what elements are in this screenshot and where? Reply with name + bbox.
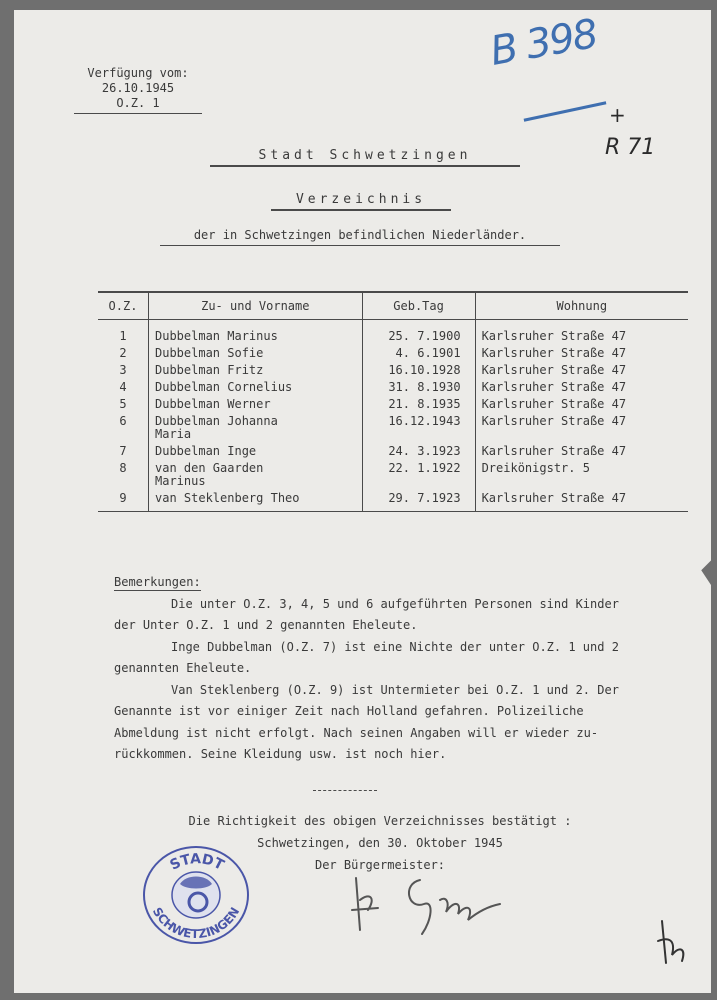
- cell-name-text: Dubbelman Inge: [155, 444, 257, 458]
- remarks-text: Abmeldung ist nicht erfolgt. Nach seinen Angaben will er wieder zu-: [114, 725, 599, 740]
- remarks-text: Die unter O.Z. 3, 4, 5 und 6 aufgeführten Personen sind Kinder: [171, 596, 619, 611]
- cell-nr: 2: [119, 346, 127, 360]
- table-row: [98, 345, 688, 362]
- cell-nr: 1: [119, 329, 127, 343]
- signature-initial-stroke: [352, 878, 378, 930]
- certification-signatory: Der Bürgermeister:: [314, 858, 446, 872]
- document-description: der in Schwetzingen befindlichen Niederländer.: [160, 228, 560, 246]
- cell-address: Karlsruher Straße 47: [475, 379, 688, 396]
- cell-nr: 4: [119, 380, 127, 394]
- cell-nr: 7: [119, 444, 127, 458]
- signature-name-stroke: [409, 880, 500, 934]
- cell-name: [149, 396, 363, 413]
- cell-address: Karlsruher Straße 47: [475, 362, 688, 379]
- table-row: [98, 490, 688, 512]
- cell-address: Dreikönigstr. 5: [475, 460, 688, 490]
- cell-name-text: van Steklenberg Theo: [155, 491, 300, 505]
- document-subtitle: Verzeichnis: [271, 192, 451, 211]
- cell-address: Karlsruher Straße 47: [475, 320, 688, 346]
- table-row: [98, 413, 688, 443]
- cell-birthdate: 25. 7.1900: [362, 320, 475, 346]
- cell-birthdate: 31. 8.1930: [362, 379, 475, 396]
- cell-name: [149, 362, 363, 379]
- cell-birthdate: 22. 1.1922: [362, 460, 475, 490]
- order-reference-date: 26.10.1945: [101, 81, 175, 95]
- table-row: [98, 396, 688, 413]
- column-header-address: Wohnung: [475, 292, 688, 320]
- cell-name: [149, 413, 363, 443]
- cell-name-text: Dubbelman Werner: [155, 397, 271, 411]
- cell-birthdate: 29. 7.1923: [362, 490, 475, 512]
- cell-birthdate: 4. 6.1901: [362, 345, 475, 362]
- cell-name-text: van den Gaarden: [155, 461, 264, 475]
- cell-name-text: Dubbelman Fritz: [155, 363, 264, 377]
- archive-number-handwritten: B 398: [486, 11, 600, 75]
- cell-name: [149, 460, 363, 490]
- remarks-heading: Bemerkungen:: [114, 575, 201, 589]
- cell-nr: 6: [119, 414, 127, 428]
- stamp-top-text: STADT: [167, 851, 227, 874]
- remarks-text: genannten Eheleute.: [114, 661, 252, 675]
- cell-birthdate: 21. 8.1935: [362, 396, 475, 413]
- remarks-text: Inge Dubbelman (O.Z. 7) ist eine Nichte der unter O.Z. 1 und 2: [171, 639, 619, 654]
- separator-line: [313, 790, 377, 791]
- certification-text: Die Richtigkeit des obigen Verzeichnisses bestätigt :: [188, 814, 572, 828]
- remarks-text: rückkommen. Seine Kleidung usw. ist noch hier.: [114, 747, 447, 761]
- order-reference: [74, 66, 202, 114]
- remarks-text: Genannte ist vor einiger Zeit nach Holland gefahren. Polizeiliche: [114, 704, 584, 718]
- cell-address: Karlsruher Straße 47: [475, 490, 688, 512]
- remarks-section: [114, 572, 694, 766]
- column-header-birthdate: Geb.Tag: [362, 292, 475, 320]
- certification-place-date: Schwetzingen, den 30. Oktober 1945: [257, 836, 503, 850]
- cell-name-text: Dubbelman Sofie: [155, 346, 264, 360]
- persons-table: [98, 291, 688, 512]
- table-row: [98, 320, 688, 346]
- cell-birthdate: 24. 3.1923: [362, 443, 475, 460]
- handwritten-initial-stroke: [658, 921, 683, 963]
- handwritten-reference: R 71: [605, 135, 656, 160]
- cell-name: [149, 443, 363, 460]
- handwritten-plus: +: [609, 103, 626, 127]
- cell-address: Karlsruher Straße 47: [475, 396, 688, 413]
- mayor-signature: [350, 870, 540, 940]
- cell-name: [149, 345, 363, 362]
- cell-address: Karlsruher Straße 47: [475, 443, 688, 460]
- order-reference-line1: Verfügung vom:: [87, 66, 189, 80]
- table-header-row: [98, 292, 688, 320]
- cell-name-second-line: Maria: [155, 427, 192, 441]
- table-row: [98, 443, 688, 460]
- cell-nr: 8: [119, 461, 127, 475]
- column-header-name: Zu- und Vorname: [149, 292, 363, 320]
- cell-address: Karlsruher Straße 47: [475, 345, 688, 362]
- column-header-nr: O.Z.: [98, 292, 149, 320]
- cell-birthdate: 16.10.1928: [362, 362, 475, 379]
- table-row: [98, 379, 688, 396]
- cell-name: [149, 320, 363, 346]
- document-title: Stadt Schwetzingen: [210, 148, 520, 167]
- cell-nr: 3: [119, 363, 127, 377]
- city-seal-stamp: [136, 840, 256, 950]
- table-row: [98, 460, 688, 490]
- remarks-text: Van Steklenberg (O.Z. 9) ist Untermieter bei O.Z. 1 und 2. Der: [171, 682, 619, 697]
- cell-address: Karlsruher Straße 47: [475, 413, 688, 443]
- cell-name: [149, 490, 363, 512]
- remarks-text: der Unter O.Z. 1 und 2 genannten Eheleute.: [114, 618, 418, 632]
- cell-birthdate: 16.12.1943: [362, 413, 475, 443]
- cell-name-text: Dubbelman Cornelius: [155, 380, 293, 394]
- cell-nr: 5: [119, 397, 127, 411]
- stamp-bottom-text: SCHWETZINGEN: [149, 904, 243, 942]
- order-reference-oz: O.Z. 1: [74, 96, 202, 114]
- cell-name-second-line: Marinus: [155, 474, 206, 488]
- handwritten-initial: [652, 915, 692, 970]
- cell-name: [149, 379, 363, 396]
- cell-nr: 9: [98, 490, 149, 512]
- table-row: [98, 362, 688, 379]
- cell-name-text: Dubbelman Johanna: [155, 414, 278, 428]
- cell-name-text: Dubbelman Marinus: [155, 329, 278, 343]
